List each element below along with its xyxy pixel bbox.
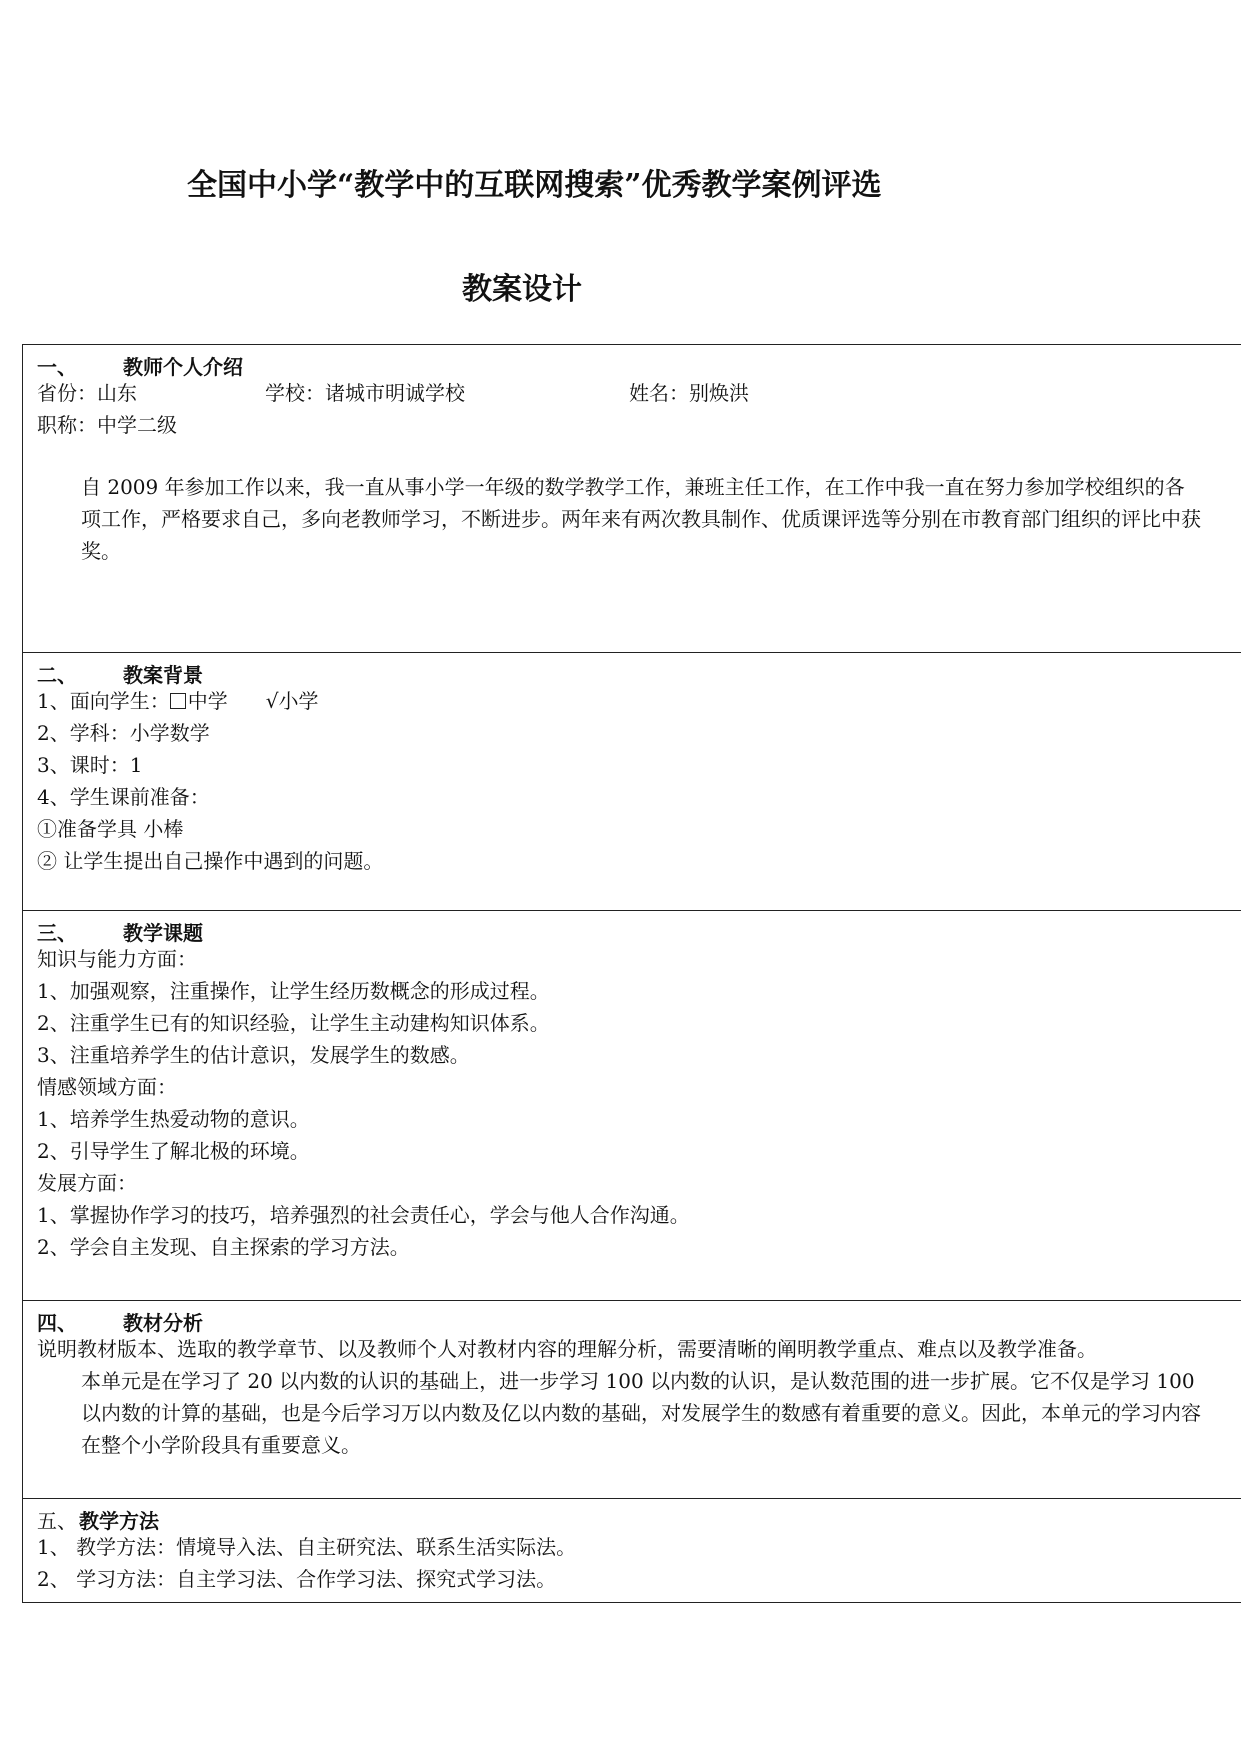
preparation-item-1: ①准备学具 小棒 (37, 817, 184, 841)
section-heading: 二、 教案背景 (37, 663, 203, 687)
teacher-intro-paragraph: 自 2009 年参加工作以来，我一直从事小学一年级的数学教学工作，兼班主任工作，在工作中我一直在努力参加学校组织的各项工作，严格要求自己，多向老教师学习，不断进步。两年来有两次教具制作、优质课评选等分别在市教育部门组织的评比中获奖。 (81, 475, 1201, 563)
section-heading: 一、 教师个人介绍 (37, 355, 243, 379)
list-item: 知识与能力方面： (37, 947, 197, 971)
list-item: 2、学会自主发现、自主探索的学习方法。 (37, 1235, 410, 1259)
section-lesson-background (23, 653, 1241, 911)
province-field: 省份：山东 (37, 381, 137, 405)
list-item: 情感领域方面： (37, 1075, 177, 1099)
teaching-method-line: 1、 教学方法：情境导入法、自主研究法、联系生活实际法。 (37, 1535, 577, 1559)
list-item: 2、引导学生了解北极的环境。 (37, 1139, 310, 1163)
document-subtitle: 教案设计 (462, 272, 582, 307)
subject-line: 2、学科：小学数学 (37, 721, 210, 745)
school-field: 学校：诸城市明诚学校 (265, 381, 465, 405)
section-heading: 五、 教学方法 (37, 1509, 159, 1533)
preparation-item-2: ② 让学生提出自己操作中遇到的问题。 (37, 849, 384, 873)
list-item: 发展方面： (37, 1171, 137, 1195)
section-heading: 三、 教学课题 (37, 921, 203, 945)
section-teaching-topic (23, 911, 1241, 1301)
list-item: 1、掌握协作学习的技巧，培养强烈的社会责任心，学会与他人合作沟通。 (37, 1203, 690, 1227)
learning-method-line: 2、 学习方法：自主学习法、合作学习法、探究式学习法。 (37, 1567, 557, 1591)
class-hours-line: 3、课时：1 (37, 753, 143, 777)
name-field: 姓名：别焕洪 (629, 381, 749, 405)
section-teacher-intro (23, 345, 1241, 653)
teacher-info-row (23, 377, 1241, 409)
title-rank-field: 职称：中学二级 (37, 413, 177, 437)
analysis-paragraph: 本单元是在学习了 20 以内数的认识的基础上，进一步学习 100 以内数的认识，是认数范围的进一步扩展。它不仅是学习 100 以内数的计算的基础，也是今后学习万以内数及亿以内数的基础，对发展学生的数感有着重要的意义。因此，本单元的学习内容在整个小学阶段具有重要意义。 (81, 1369, 1201, 1457)
list-item: 1、培养学生热爱动物的意识。 (37, 1107, 310, 1131)
preparation-line: 4、学生课前准备： (37, 785, 210, 809)
section-heading: 四、 教材分析 (37, 1311, 203, 1335)
section-teaching-method (23, 1499, 1241, 1603)
section-material-analysis (23, 1301, 1241, 1499)
list-item: 1、加强观察，注重操作，让学生经历数概念的形成过程。 (37, 979, 550, 1003)
lesson-plan-table (22, 344, 1241, 1603)
checked-primary-school: √小学 (265, 689, 319, 713)
target-students-line: 1、面向学生： 中学 √小学 (37, 689, 319, 713)
list-item: 2、注重学生已有的知识经验，让学生主动建构知识体系。 (37, 1011, 550, 1035)
checkbox-middle-school (170, 693, 186, 709)
list-item: 3、注重培养学生的估计意识，发展学生的数感。 (37, 1043, 470, 1067)
analysis-instruction: 说明教材版本、选取的教学章节、以及教师个人对教材内容的理解分析，需要清晰的阐明教学重点、难点以及教学准备。 (37, 1337, 1097, 1361)
